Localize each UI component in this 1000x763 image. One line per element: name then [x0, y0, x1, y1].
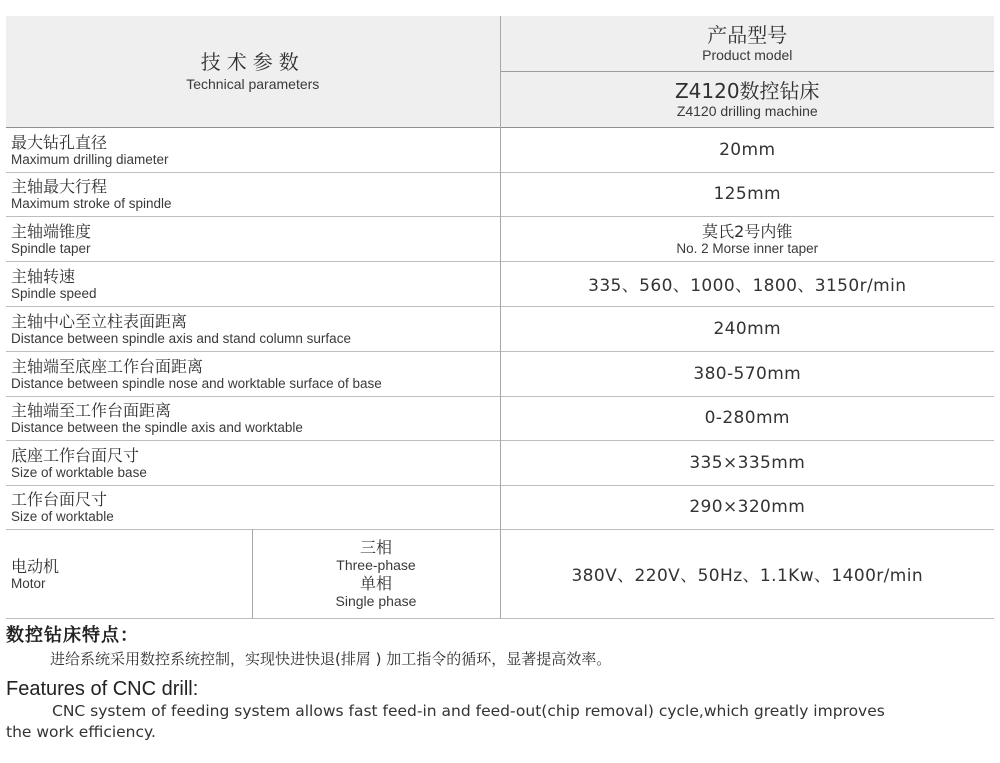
value-cell: [500, 127, 994, 172]
param-cell: [6, 351, 500, 396]
param-value: 240mm: [713, 318, 782, 339]
value-cell: [500, 396, 994, 440]
value-cell: [500, 306, 994, 351]
single-phase-en: Single phase: [335, 592, 417, 609]
param-cell: [6, 172, 500, 216]
motor-label-cell: [6, 529, 252, 618]
param-label-zh: 最大钻孔直径: [11, 132, 108, 152]
motor-row: [6, 529, 994, 618]
header-row-top: [6, 16, 994, 71]
param-label-zh: 主轴最大行程: [11, 177, 108, 196]
motor-phase-cell: [252, 529, 500, 618]
spec-row: [6, 351, 994, 396]
machine-header-cell: [500, 71, 994, 127]
param-cell: [6, 216, 500, 261]
param-label-zh: 主轴端至底座工作台面距离: [11, 356, 204, 376]
features-section: [6, 624, 1000, 743]
param-value-en: No. 2 Morse inner taper: [676, 240, 819, 256]
param-value: 335×335mm: [689, 452, 806, 473]
features-title-en: Features of CNC drill:: [6, 678, 199, 700]
param-cell: [6, 396, 500, 440]
model-header-en: Product model: [702, 46, 793, 63]
spec-row: [6, 485, 994, 529]
param-label-en: Distance between spindle axis and stand column surface: [11, 330, 351, 346]
param-value: 290×320mm: [689, 497, 806, 517]
spec-row: [6, 306, 994, 351]
param-label-en: Distance between spindle nose and worktable surface of base: [11, 375, 382, 391]
param-cell: [6, 485, 500, 529]
param-label-zh: 主轴端锥度: [11, 221, 92, 241]
param-header-zh: 技术参数: [200, 50, 305, 75]
value-cell: [500, 216, 994, 261]
spec-row: [6, 261, 994, 306]
spec-row: [6, 127, 994, 172]
param-label-zh: 底座工作台面尺寸: [11, 445, 140, 465]
features-title-zh: 数控钻床特点：: [6, 625, 139, 646]
param-cell: [6, 440, 500, 485]
spec-row: [6, 216, 994, 261]
spec-row: [6, 396, 994, 440]
features-body-zh: 进给系统采用数控系统控制，实现快进快退(排屑 ) 加工指令的循环，显著提高效率。: [50, 650, 612, 668]
param-label-en: Spindle taper: [11, 240, 91, 256]
spec-row: [6, 172, 994, 216]
motor-value: 380V、220V、50Hz、1.1Kw、1400r/min: [571, 566, 924, 586]
features-body-en-line2: the work efficiency.: [6, 723, 156, 741]
motor-label-en: Motor: [11, 575, 46, 591]
features-body-en: [6, 701, 1000, 743]
param-label-en: Distance between the spindle axis and worktable: [11, 420, 303, 435]
param-label-zh: 主轴转速: [11, 266, 76, 286]
param-header-cell: [6, 16, 500, 127]
param-value-zh: 莫氏2号内锥: [702, 221, 793, 241]
param-label-en: Maximum stroke of spindle: [11, 196, 172, 211]
param-value: 335、560、1000、1800、3150r/min: [588, 276, 907, 296]
three-phase-en: Three-phase: [336, 556, 416, 573]
motor-label-zh: 电动机: [11, 556, 60, 576]
value-cell: [500, 440, 994, 485]
spec-row: [6, 440, 994, 485]
param-label-zh: 工作台面尺寸: [11, 490, 108, 509]
machine-name-zh: Z4120数控钻床: [674, 78, 820, 103]
spec-table: [6, 16, 994, 619]
value-cell: [500, 351, 994, 396]
param-cell: [6, 261, 500, 306]
model-header-cell: [500, 16, 994, 71]
three-phase-zh: 三相: [359, 537, 392, 557]
param-cell: [6, 127, 500, 172]
param-label-en: Maximum drilling diameter: [11, 151, 169, 167]
value-cell: [500, 172, 994, 216]
param-label-en: Size of worktable: [11, 509, 114, 524]
param-header-en: Technical parameters: [186, 76, 320, 93]
param-label-zh: 主轴中心至立柱表面距离: [11, 311, 188, 331]
param-label-en: Size of worktable base: [11, 464, 147, 480]
param-label-zh: 主轴端至工作台面距离: [11, 401, 172, 420]
model-header-zh: 产品型号: [707, 22, 788, 47]
param-value: 20mm: [719, 139, 776, 160]
param-label-en: Spindle speed: [11, 285, 97, 301]
value-cell: [500, 261, 994, 306]
single-phase-zh: 单相: [359, 573, 392, 593]
features-body-en-line1: CNC system of feeding system allows fast feed-in and feed-out(chip removal) cycle,which greatly improves: [52, 702, 885, 720]
motor-value-cell: [500, 529, 994, 618]
param-value: 125mm: [713, 184, 782, 204]
param-cell: [6, 306, 500, 351]
param-value: 0-280mm: [704, 408, 790, 428]
value-cell: [500, 485, 994, 529]
param-value: 380-570mm: [693, 363, 802, 384]
machine-name-en: Z4120 drilling machine: [676, 102, 818, 119]
